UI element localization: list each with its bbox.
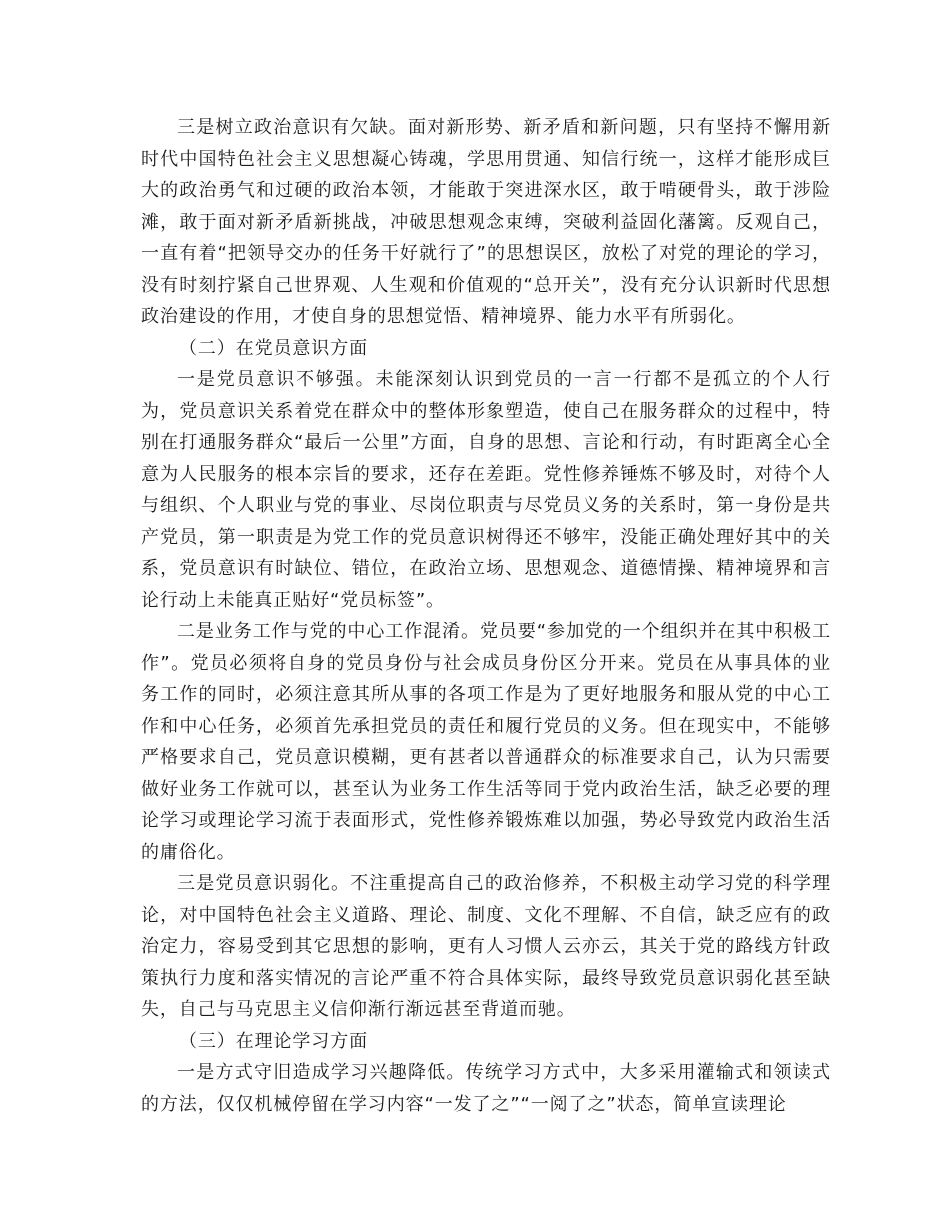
paragraph-member-awareness-weakened: 三是党员意识弱化。不注重提高自己的政治修养，不积极主动学习党的科学理论，对中国特色社会主义道路、理论、制度、文化不理解、不自信，缺乏应有的政治定力，容易受到其它思想的影响，更有人习惯人云亦云，其关于党的路线方针政策执行力度和落实情况的言论严重不符合具体实际，最终导致党员意识弱化甚至缺失，自己与马克思主义信仰渐行渐远甚至背道而驰。 bbox=[141, 873, 831, 1020]
document-body bbox=[141, 112, 831, 1120]
paragraph-political-awareness: 三是树立政治意识有欠缺。面对新形势、新矛盾和新问题，只有坚持不懈用新时代中国特色社会主义思想凝心铸魂，学思用贯通、知信行统一，这样才能形成巨大的政治勇气和过硬的政治本领，才能敢于突进深水区，敢于啃硬骨头，敢于涉险滩，敢于面对新矛盾新挑战，冲破思想观念束缚，突破利益固化藩篱。反观自己，一直有着“把领导交办的任务干好就行了”的思想误区，放松了对党的理论的学习，没有时刻拧紧自己世界观、人生观和价值观的“总开关”，没有充分认识新时代思想政治建设的作用，才使自身的思想觉悟、精神境界、能力水平有所弱化。 bbox=[141, 117, 831, 327]
section-heading-party-member-awareness: （二）在党员意识方面 bbox=[179, 337, 368, 359]
paragraph-study-methods: 一是方式守旧造成学习兴趣降低。传统学习方式中，大多采用灌输式和领读式的方法，仅仅机械停留在学习内容“一发了之”“一阅了之”状态，简单宣读理论 bbox=[141, 1062, 831, 1115]
paragraph-member-awareness-weak: 一是党员意识不够强。未能深刻认识到党员的一言一行都不是孤立的个人行为，党员意识关系着党在群众中的整体形象塑造，使自己在服务群众的过程中，特别在打通服务群众“最后一公里”方面，自身的思想、言论和行动，有时距离全心全意为人民服务的根本宗旨的要求，还存在差距。党性修养锤炼不够及时，对待个人与组织、个人职业与党的事业、尽岗位职责与尽党员义务的关系时，第一身份是共产党员，第一职责是为党工作的党员意识树得还不够牢，没能正确处理好其中的关系，党员意识有时缺位、错位，在政治立场、思想观念、道德情操、精神境界和言论行动上未能真正贴好“党员标签”。 bbox=[141, 369, 831, 611]
section-heading-theory-study: （三）在理论学习方面 bbox=[179, 1030, 368, 1052]
paragraph-business-vs-central-work: 二是业务工作与党的中心工作混淆。党员要“参加党的一个组织并在其中积极工作”。党员必须将自身的党员身份与社会成员身份区分开来。党员在从事具体的业务工作的同时，必须注意其所从事的各项工作是为了更好地服务和服从党的中心工作和中心任务，必须首先承担党员的责任和履行党员的义务。但在现实中，不能够严格要求自己，党员意识模糊，更有甚者以普通群众的标准要求自己，认为只需要做好业务工作就可以，甚至认为业务工作生活等同于党内政治生活，缺乏必要的理论学习或理论学习流于表面形式，党性修养锻炼难以加强，势必导致党内政治生活的庸俗化。 bbox=[141, 621, 831, 863]
